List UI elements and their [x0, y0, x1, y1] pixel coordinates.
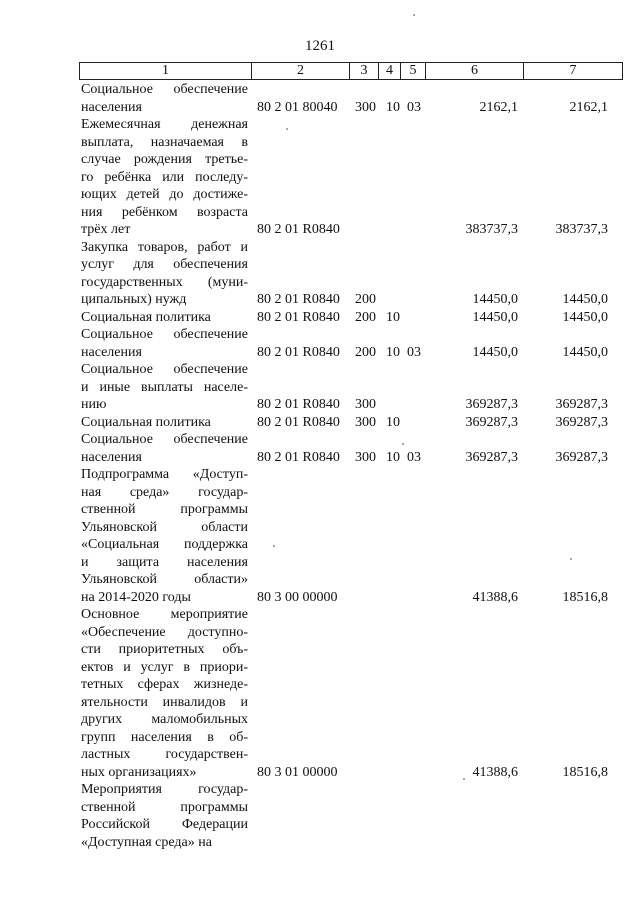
row-name-line: ектов и услуг в приори- [81, 659, 248, 675]
page-number: 1261 [305, 38, 335, 54]
row-value-2020: 383737,3 [555, 222, 608, 237]
row-name-line: Социальное обеспечение [81, 432, 248, 447]
header-col-1: 1 [162, 63, 169, 78]
table-row [0, 239, 640, 309]
row-col4: 10 [386, 344, 400, 360]
row-code: 80 3 00 00000 [257, 589, 338, 605]
header-col-2: 2 [251, 63, 349, 79]
header-col-3: 3 [349, 63, 378, 79]
row-col3: 300 [355, 99, 376, 115]
row-name-line: случае рождения третье- [81, 152, 248, 167]
row-value-2019: 41388,6 [472, 589, 518, 605]
row-name [81, 309, 248, 327]
table-row [0, 116, 640, 239]
row-value-2019: 2162,1 [479, 99, 518, 115]
row-code: 80 2 01 80040 [257, 99, 338, 115]
row-name [81, 239, 248, 309]
row-name-line: ющих детей до достиже- [81, 187, 248, 202]
row-code: 80 2 01 R0840 [257, 344, 340, 360]
scan-speck [570, 558, 572, 560]
row-name-line: сти приоритетных объ- [81, 642, 248, 657]
row-name-line: «Социальная поддержка [81, 537, 248, 552]
row-name-line: Закупка товаров, работ и [81, 239, 248, 255]
header-col-6: 6 [425, 63, 523, 79]
row-value-2020: 14450,0 [562, 344, 608, 360]
row-name-line: ственной программы [81, 502, 248, 517]
row-code: 80 2 01 R0840 [257, 222, 340, 237]
table-row [0, 414, 640, 432]
table-row [0, 606, 640, 781]
row-value-2019: 369287,3 [465, 397, 518, 412]
row-name [81, 414, 248, 432]
row-name-line: на 2014-2020 годы [81, 589, 191, 605]
row-col5: 03 [407, 449, 421, 465]
row-name-line: и иные выплаты населе- [81, 379, 248, 395]
header-col-4: 4 [378, 63, 400, 79]
row-name [81, 116, 248, 239]
row-col3: 300 [355, 397, 376, 412]
row-name-line: Социальная политика [81, 414, 211, 430]
scan-speck [402, 443, 404, 445]
row-col3: 200 [355, 292, 376, 307]
row-code: 80 2 01 R0840 [257, 414, 340, 430]
row-name-line: государственных (муни- [81, 274, 248, 290]
row-value-2019: 383737,3 [465, 222, 518, 237]
row-name-line: ных организациях» [81, 764, 197, 780]
row-col3: 300 [355, 414, 376, 430]
scan-speck [413, 14, 415, 16]
row-name-line: других маломобильных [81, 712, 248, 727]
row-name-line: Российской Федерации [81, 817, 248, 832]
row-value-2019: 14450,0 [472, 344, 518, 360]
row-name-line: Подпрограмма «Доступ- [81, 467, 248, 482]
row-value-2020: 2162,1 [569, 99, 608, 115]
row-value-2020: 369287,3 [555, 397, 608, 412]
row-name-line: ципальных) нужд [81, 292, 187, 307]
row-name-line: нию [81, 397, 107, 412]
row-name [81, 466, 248, 606]
row-value-2020: 369287,3 [555, 449, 608, 465]
row-name-line: Социальное обеспечение [81, 327, 248, 342]
table-header [79, 62, 623, 80]
row-col4: 10 [386, 414, 400, 430]
row-name-line: Социальное обеспечение [81, 82, 248, 97]
scan-speck [286, 128, 288, 130]
row-value-2020: 14450,0 [562, 309, 608, 325]
row-name [81, 361, 248, 414]
row-name [81, 81, 248, 116]
row-name-line: «Обеспечение доступно- [81, 624, 248, 640]
row-name-line: и защита населения [81, 554, 248, 570]
row-name [81, 431, 248, 466]
table-row [0, 431, 640, 466]
row-name-line: населения [81, 99, 142, 115]
header-col-5: 5 [400, 63, 425, 79]
row-code: 80 2 01 R0840 [257, 292, 340, 307]
row-col5: 03 [407, 99, 421, 115]
row-col3: 200 [355, 309, 376, 325]
table-row [0, 326, 640, 361]
row-name-line: Основное мероприятие [81, 607, 248, 622]
row-col4: 10 [386, 99, 400, 115]
row-name-line: го ребёнка или последу- [81, 169, 248, 185]
row-name-line: ная среда» государ- [81, 484, 248, 500]
row-name-line: «Доступная среда» на [81, 834, 212, 850]
row-name-line: тетных сферах жизнеде- [81, 677, 248, 692]
row-code: 80 2 01 R0840 [257, 309, 340, 325]
row-col5: 03 [407, 344, 421, 360]
scan-speck [273, 545, 275, 547]
row-code: 80 2 01 R0840 [257, 449, 340, 465]
row-code: 80 3 01 00000 [257, 764, 338, 780]
row-code: 80 2 01 R0840 [257, 397, 340, 412]
row-name-line: Социальное обеспечение [81, 362, 248, 377]
row-value-2020: 18516,8 [562, 589, 608, 605]
row-value-2019: 41388,6 [472, 764, 518, 780]
table-row [0, 466, 640, 606]
header-col-7: 7 [523, 63, 622, 79]
row-value-2019: 369287,3 [465, 414, 518, 430]
row-name [81, 606, 248, 781]
row-name-line: услуг для обеспечения [81, 257, 248, 272]
row-value-2020: 369287,3 [555, 414, 608, 430]
row-name-line: ластных государствен- [81, 747, 248, 762]
row-value-2019: 14450,0 [472, 292, 518, 307]
row-value-2019: 14450,0 [472, 309, 518, 325]
row-name-line: населения [81, 449, 142, 465]
row-name-line: групп населения в об- [81, 729, 248, 745]
row-col3: 200 [355, 344, 376, 360]
row-name-line: ственной программы [81, 799, 248, 815]
row-name-line: Социальная политика [81, 309, 211, 325]
row-col3: 300 [355, 449, 376, 465]
row-value-2020: 14450,0 [562, 292, 608, 307]
row-value-2020: 18516,8 [562, 764, 608, 780]
table-row [0, 781, 640, 851]
row-col4: 10 [386, 309, 400, 325]
row-value-2019: 369287,3 [465, 449, 518, 465]
row-name-line: Ульяновской области» [81, 572, 248, 587]
table-row [0, 81, 640, 116]
row-name-line: Ежемесячная денежная [81, 117, 248, 132]
row-name-line: населения [81, 344, 142, 360]
row-name-line: Ульяновской области [81, 519, 248, 535]
table-row [0, 309, 640, 327]
scan-speck [463, 778, 465, 780]
row-name-line: Мероприятия государ- [81, 782, 248, 797]
row-name-line: трёх лет [81, 222, 131, 237]
table-row [0, 361, 640, 414]
row-name-line: выплата, назначаемая в [81, 134, 248, 150]
row-name [81, 326, 248, 361]
row-name-line: ятельности инвалидов и [81, 694, 248, 710]
row-name-line: ния ребёнком возраста [81, 204, 248, 220]
row-col4: 10 [386, 449, 400, 465]
row-name [81, 781, 248, 851]
